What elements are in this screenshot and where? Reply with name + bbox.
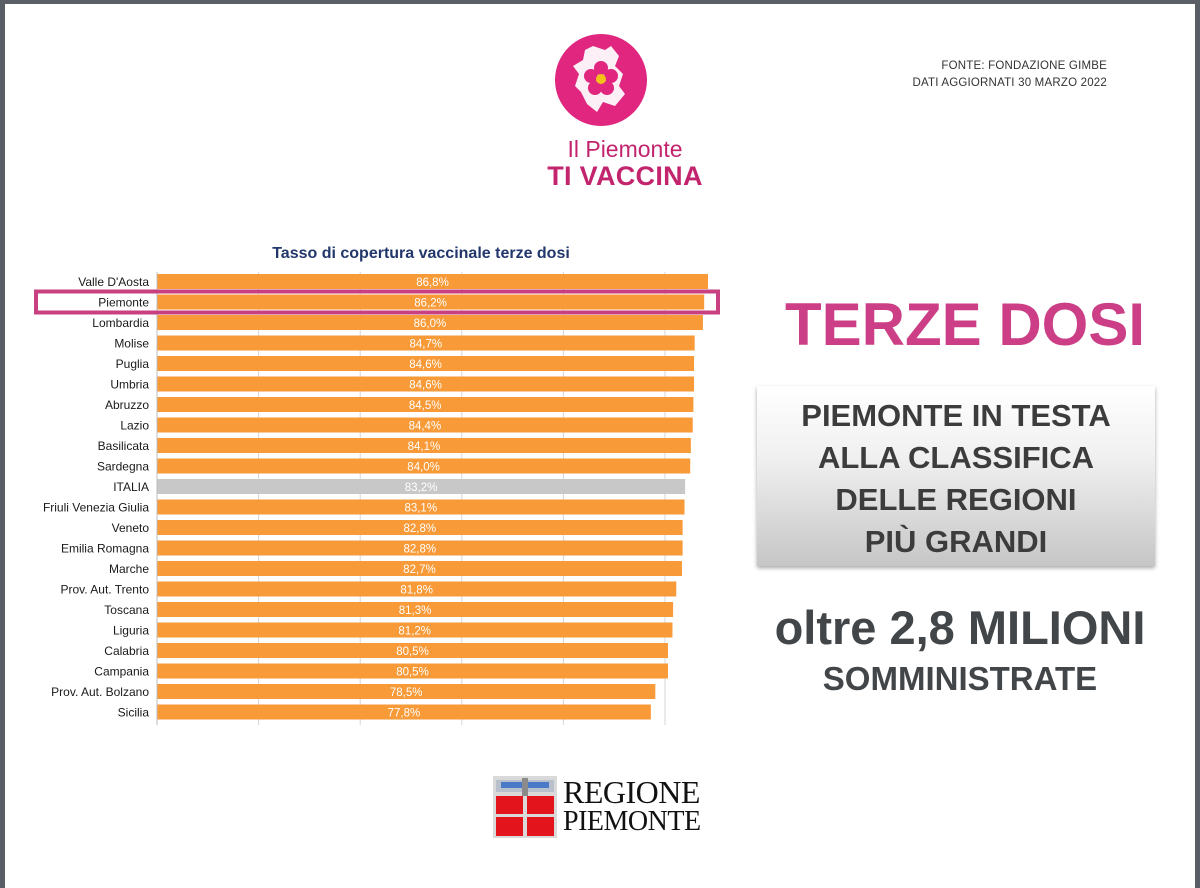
data-label: 77,8% [387, 707, 421, 720]
category-label: Prov. Aut. Bolzano [51, 685, 149, 699]
chart-title: Tasso di copertura vaccinale terze dosi [272, 245, 570, 262]
category-label: Veneto [111, 521, 149, 535]
data-label: 84,6% [409, 359, 442, 371]
category-label: Molise [114, 336, 149, 351]
category-label: Sardegna [96, 459, 149, 474]
logo-text-line1: Il Piemonte [567, 136, 683, 162]
highlight-box [757, 386, 1155, 566]
source-note [912, 58, 1107, 92]
slide [5, 4, 1195, 888]
total-doses-subtitle: SOMMINISTRATE [822, 660, 1098, 697]
regione-text-line2: PIEMONTE [563, 806, 701, 837]
data-label: 86,2% [414, 297, 447, 310]
total-doses: oltre 2,8 MILIONI [774, 601, 1146, 654]
category-label: Valle D'Aosta [78, 275, 149, 289]
category-label: Liguria [112, 623, 149, 638]
data-label: 84,1% [407, 441, 441, 453]
category-label: Sicilia [117, 705, 149, 720]
category-label: Friuli Venezia Giulia [42, 500, 149, 515]
data-label: 82,8% [403, 523, 437, 535]
data-label: 80,5% [396, 646, 429, 658]
data-label: 81,8% [400, 584, 433, 597]
category-label: Basilicata [97, 439, 149, 453]
category-label: Umbria [110, 377, 149, 392]
category-label: Toscana [104, 603, 149, 617]
category-label: ITALIA [113, 480, 149, 494]
data-label: 84,5% [408, 400, 442, 412]
data-label: 82,8% [403, 543, 437, 556]
regione-piemonte-logo [493, 776, 713, 840]
headline: TERZE DOSI [784, 291, 1146, 358]
regione-text-line1: REGIONE [563, 774, 700, 810]
regione-piemonte-emblem-icon [493, 776, 557, 838]
data-label: 81,3% [398, 605, 432, 617]
box-line-1: PIEMONTE IN TESTA [801, 398, 1111, 433]
category-label: Campania [94, 664, 149, 679]
data-label: 86,8% [416, 277, 449, 289]
box-line-2: ALLA CLASSIFICA [817, 440, 1095, 475]
logo-text-line2: TI VACCINA [547, 161, 703, 191]
data-label: 84,6% [409, 379, 442, 392]
category-label: Marche [108, 562, 149, 576]
category-label: Calabria [104, 644, 149, 658]
category-label: Emilia Romagna [60, 541, 149, 556]
category-label: Prov. Aut. Trento [60, 582, 149, 597]
data-label: 86,0% [413, 318, 447, 330]
category-label: Abruzzo [104, 398, 149, 412]
data-label: 81,2% [398, 625, 432, 638]
data-label: 80,5% [396, 666, 429, 679]
data-label: 84,7% [409, 338, 443, 351]
data-label: 83,2% [404, 482, 438, 494]
source-line: FONTE: FONDAZIONE GIMBE [941, 60, 1107, 72]
update-date-line: DATI AGGIORNATI 30 MARZO 2022 [912, 77, 1107, 89]
category-label: Piemonte [98, 295, 149, 310]
category-label: Puglia [115, 357, 149, 371]
category-label: Lazio [120, 418, 149, 433]
data-label: 83,1% [404, 502, 438, 515]
box-line-3: DELLE REGIONI [835, 482, 1077, 517]
data-label: 84,4% [408, 420, 442, 433]
category-label: Lombardia [92, 316, 149, 330]
data-label: 78,5% [389, 687, 423, 699]
data-label: 84,0% [407, 461, 440, 474]
box-line-4: PIÙ GRANDI [864, 524, 1048, 559]
bar-chart [5, 4, 735, 744]
data-label: 82,7% [403, 564, 436, 576]
